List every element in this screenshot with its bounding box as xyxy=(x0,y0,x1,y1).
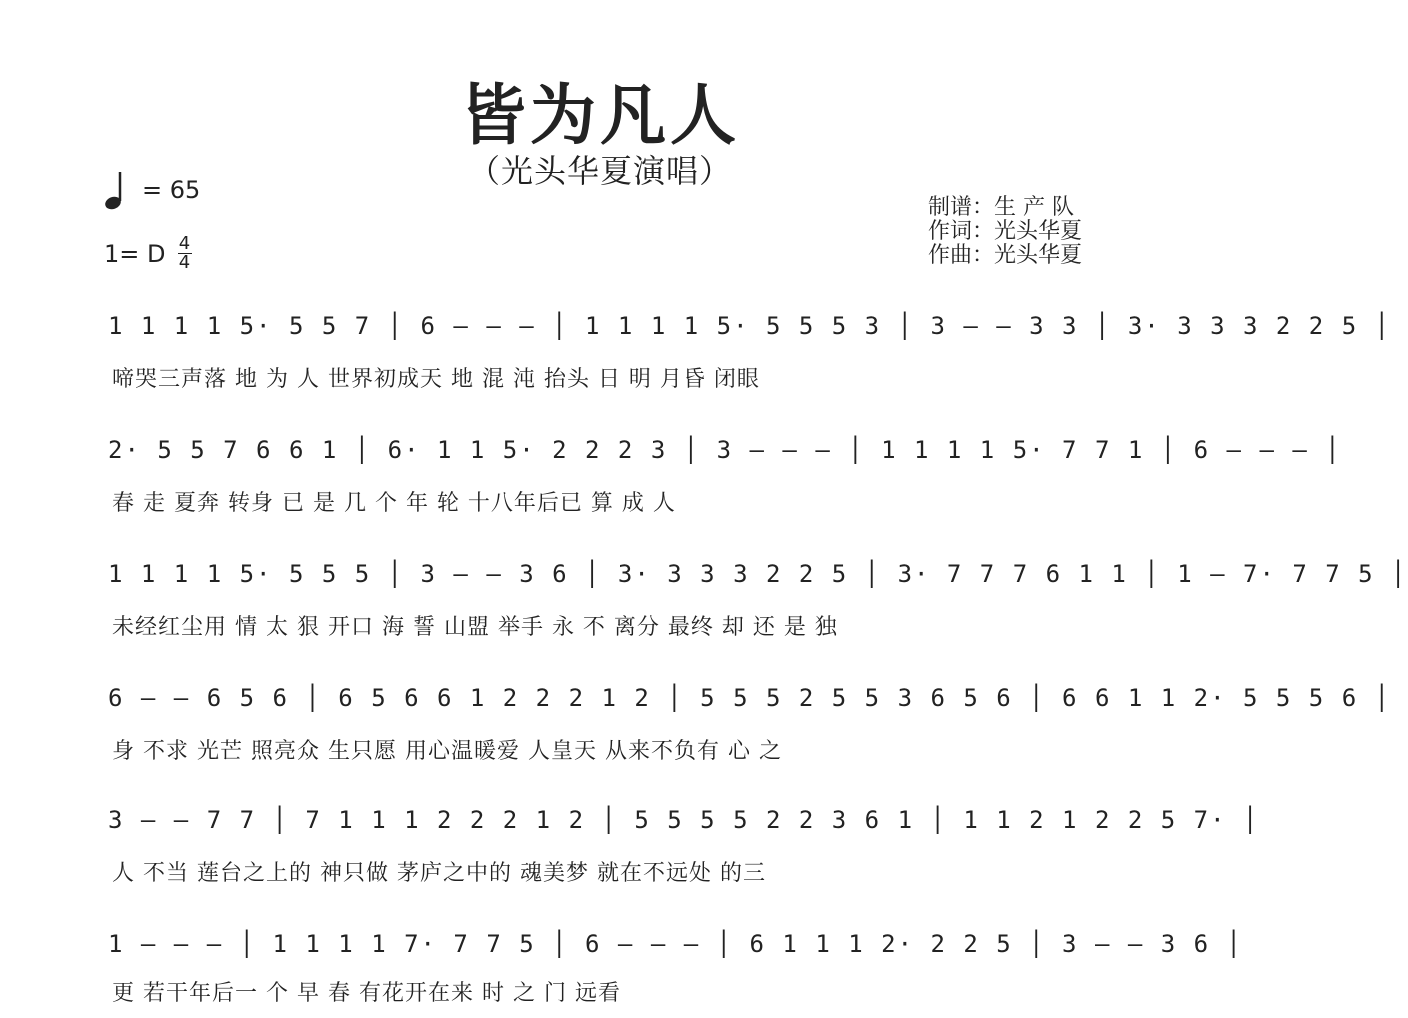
tempo-marking xyxy=(104,170,200,210)
credit-lyricist: 作词：光头华夏 xyxy=(928,219,1083,244)
credit-notation: 制谱：生 产 队 xyxy=(928,195,1074,220)
lyrics-line: 人 不当 莲台之上的 神只做 茅庐之中的 魂美梦 就在不远处 的三 xyxy=(112,861,766,886)
credit-composer: 作曲：光头华夏 xyxy=(928,243,1083,268)
time-bottom: 4 xyxy=(178,252,191,273)
lyrics-line: 未经红尘用 情 太 狠 开口 海 誓 山盟 举手 永 不 离分 最终 却 还 是 独 xyxy=(112,615,838,640)
notation-line: 3 — — 7 7 │ 7 1 1 1 2 2 2 1 2 │ 5 5 5 5 2 2 3 6 1 │ 1 1 2 1 2 2 5 7· │ xyxy=(108,806,1260,834)
time-top: 4 xyxy=(178,233,191,254)
notation-line: 1 — — — │ 1 1 1 1 7· 7 7 5 │ 6 — — — │ 6 1 1 1 2· 2 2 5 │ 3 — — 3 6 │ xyxy=(108,930,1243,958)
notation-line: 2· 5 5 7 6 6 1 │ 6· 1 1 5· 2 2 2 3 │ 3 — — — │ 1 1 1 1 5· 7 7 1 │ 6 — — — │ xyxy=(108,436,1342,464)
tempo-value: = 65 xyxy=(142,176,201,204)
time-signature xyxy=(178,233,192,273)
quarter-note-icon xyxy=(104,170,128,210)
lyrics-line: 身 不求 光芒 照亮众 生只愿 用心温暖爱 人皇天 从来不负有 心 之 xyxy=(112,739,782,764)
lyrics-line: 更 若干年后一 个 早 春 有花开在来 时 之 门 远看 xyxy=(112,981,621,1006)
notation-line: 1 1 1 1 5· 5 5 7 │ 6 — — — │ 1 1 1 1 5· 5 5 5 3 │ 3 — — 3 3 │ 3· 3 3 3 2 2 5 │ xyxy=(108,312,1392,340)
key-signature xyxy=(104,233,192,273)
song-subtitle: （光头华夏演唱） xyxy=(467,152,732,190)
lyrics-line: 春 走 夏奔 转身 已 是 几 个 年 轮 十八年后已 算 成 人 xyxy=(112,491,676,516)
notation-line: 6 — — 6 5 6 │ 6 5 6 6 1 2 2 2 1 2 │ 5 5 5 2 5 5 3 6 5 6 │ 6 6 1 1 2· 5 5 5 6 │ xyxy=(108,684,1392,712)
lyrics-line: 啼哭三声落 地 为 人 世界初成天 地 混 沌 抬头 日 明 月昏 闭眼 xyxy=(112,367,760,392)
song-title: 皆为凡人 xyxy=(460,77,740,154)
key-label: 1= D xyxy=(104,239,166,268)
credits-block xyxy=(928,196,1082,268)
notation-line: 1 1 1 1 5· 5 5 5 │ 3 — — 3 6 │ 3· 3 3 3 2 2 5 │ 3· 7 7 7 6 1 1 │ 1 — 7· 7 7 5 │ xyxy=(108,560,1408,588)
